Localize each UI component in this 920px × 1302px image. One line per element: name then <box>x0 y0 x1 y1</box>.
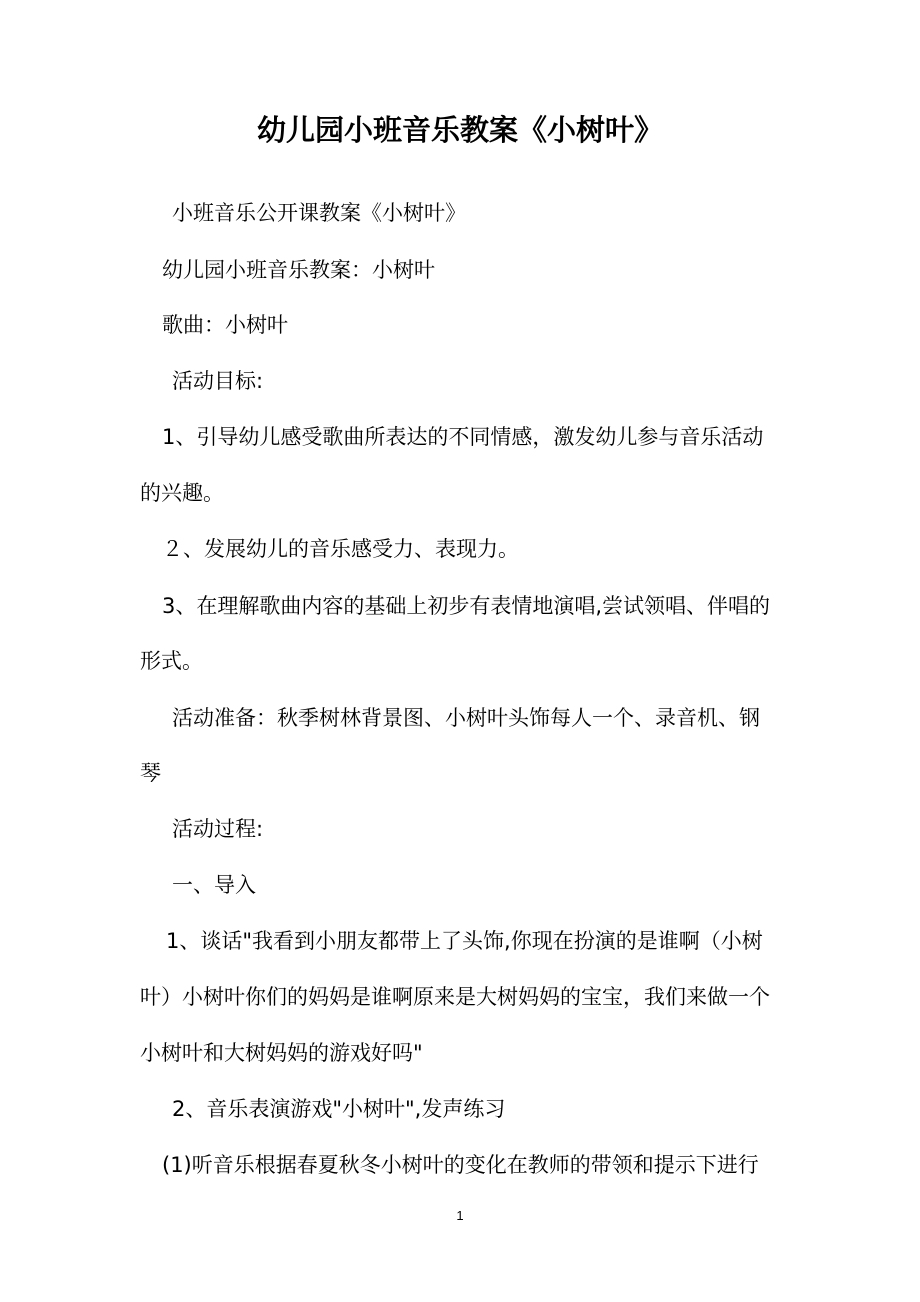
goals-heading: 活动目标: <box>172 369 264 393</box>
goal-3-line-1: 3、在理解歌曲内容的基础上初步有表情地演唱,尝试领唱、伴唱的 <box>162 594 771 618</box>
goal-1-line-1: 1、引导幼儿感受歌曲所表达的不同情感，激发幼儿参与音乐活动 <box>162 425 764 449</box>
page-number: 1 <box>456 1208 464 1223</box>
song-line: 歌曲：小树叶 <box>162 313 288 337</box>
subtitle-line: 小班音乐公开课教案《小树叶》 <box>172 201 466 225</box>
goal-3-line-2: 形式。 <box>140 649 203 673</box>
lesson-name-line: 幼儿园小班音乐教案：小树叶 <box>162 258 435 282</box>
goal-2-line: ２、发展幼儿的音乐感受力、表现力。 <box>162 537 519 561</box>
step-2-sub-1-line: (1)听音乐根据春夏秋冬小树叶的变化在教师的带领和提示下进行 <box>162 1153 759 1177</box>
step-1-line-3: 小树叶和大树妈妈的游戏好吗" <box>140 1041 423 1065</box>
preparation-line-2: 琴 <box>140 761 161 785</box>
process-heading: 活动过程: <box>172 817 264 841</box>
step-2-line: 2、音乐表演游戏"小树叶",发声练习 <box>172 1097 506 1121</box>
goal-1-line-2: 的兴趣。 <box>140 481 224 505</box>
page-title: 幼儿园小班音乐教案《小树叶》 <box>256 113 663 147</box>
step-1-line-1: 1、谈话"我看到小朋友都带上了头饰,你现在扮演的是谁啊（小树 <box>166 929 763 953</box>
step-1-line-2: 叶）小树叶你们的妈妈是谁啊原来是大树妈妈的宝宝，我们来做一个 <box>140 985 770 1009</box>
preparation-line-1: 活动准备：秋季树林背景图、小树叶头饰每人一个、录音机、钢 <box>172 706 760 730</box>
section-intro-heading: 一、导入 <box>172 873 256 897</box>
